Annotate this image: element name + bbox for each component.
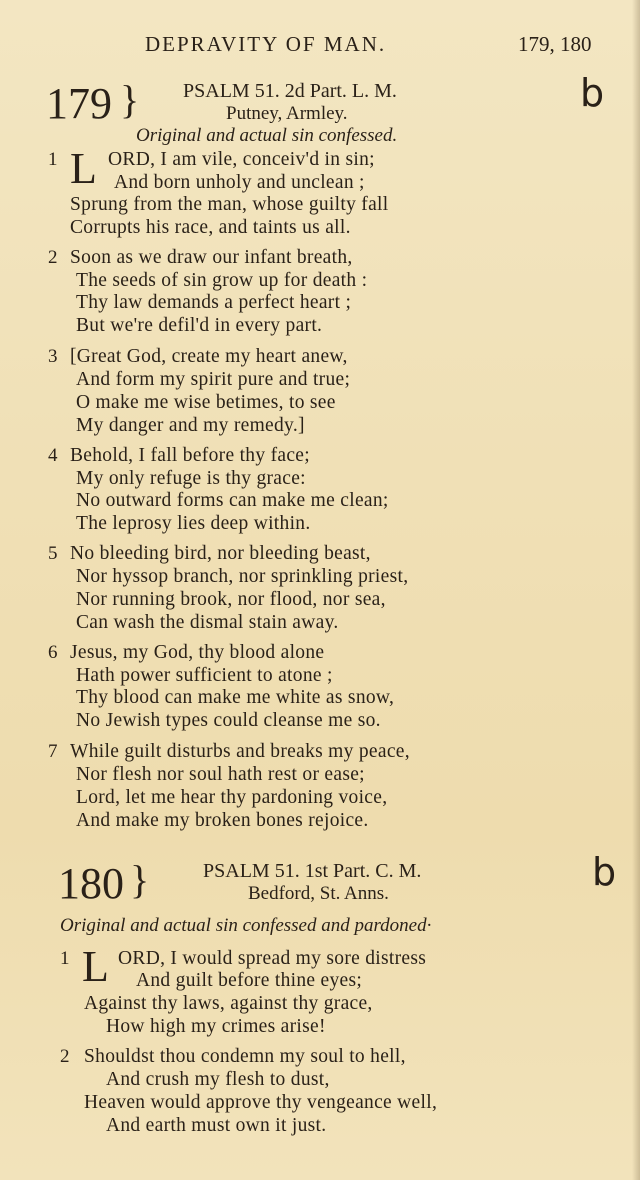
- running-header-title: DEPRAVITY OF MAN.: [145, 32, 387, 56]
- verse-line: Can wash the dismal stain away.: [76, 612, 339, 633]
- psalm-180-subtitle: Original and actual sin confessed and pardoned·: [60, 915, 432, 936]
- verse-line: ORD, I am vile, conceiv'd in sin;: [108, 149, 375, 170]
- verse-line: ORD, I would spread my sore distress: [118, 948, 427, 969]
- verse-line: My only refuge is thy grace:: [76, 468, 306, 489]
- verse-line: And form my spirit pure and true;: [76, 369, 351, 390]
- verse-line: Thy blood can make me white as snow,: [76, 687, 395, 708]
- psalm-179-subtitle: Original and actual sin confessed.: [136, 125, 398, 146]
- verse-number: 4: [48, 445, 58, 466]
- verse-line: No outward forms can make me clean;: [76, 490, 389, 511]
- verse-line: The leprosy lies deep within.: [76, 513, 311, 534]
- verse-line: My danger and my remedy.]: [76, 415, 305, 436]
- psalm-180-tune: Bedford, St. Anns.: [248, 883, 389, 904]
- verse-line: O make me wise betimes, to see: [76, 392, 336, 413]
- verse-line: Jesus, my God, thy blood alone: [70, 642, 325, 663]
- verse-number: 2: [48, 247, 58, 268]
- psalm-179-title: PSALM 51. 2d Part. L. M.: [183, 80, 397, 102]
- verse-line: [Great God, create my heart anew,: [70, 346, 348, 367]
- verse-line: Lord, let me hear thy pardoning voice,: [76, 787, 388, 808]
- verse-line: No Jewish types could cleanse me so.: [76, 710, 381, 731]
- verse-line: No bleeding bird, nor bleeding beast,: [70, 543, 371, 564]
- verse-line: Nor flesh nor soul hath rest or ease;: [76, 764, 365, 785]
- verse-line: And guilt before thine eyes;: [136, 970, 363, 991]
- verse-line: And crush my flesh to dust,: [106, 1069, 330, 1090]
- verse-number: 1: [48, 149, 58, 170]
- verse-line: Heaven would approve thy vengeance well,: [84, 1092, 438, 1113]
- verse-line: Nor hyssop branch, nor sprinkling priest,: [76, 566, 409, 587]
- verse-line: Shouldst thou condemn my soul to hell,: [84, 1046, 406, 1067]
- verse-line: And make my broken bones rejoice.: [76, 810, 369, 831]
- verse-line: While guilt disturbs and breaks my peace,: [70, 741, 410, 762]
- hymn-number-179: 179: [46, 79, 112, 128]
- verse-line: The seeds of sin grow up for death :: [76, 270, 368, 291]
- drop-cap: L: [70, 144, 97, 193]
- verse-line: And earth must own it just.: [106, 1115, 327, 1136]
- psalm-180-title: PSALM 51. 1st Part. C. M.: [203, 860, 422, 882]
- verse-number: 3: [48, 346, 58, 367]
- verse-number: 5: [48, 543, 58, 564]
- verse-line: Thy law demands a perfect heart ;: [76, 292, 352, 313]
- verse-line: Against thy laws, against thy grace,: [84, 993, 373, 1014]
- psalm-179-tune: Putney, Armley.: [226, 103, 348, 124]
- verse-number: 2: [60, 1046, 70, 1067]
- verse-line: How high my crimes arise!: [106, 1016, 326, 1037]
- page-numbers: 179, 180: [518, 32, 592, 56]
- verse-line: Sprung from the man, whose guilty fall: [70, 194, 389, 215]
- verse-line: Hath power sufficient to atone ;: [76, 665, 333, 686]
- verse-number: 7: [48, 741, 58, 762]
- psalm-180-key: b: [592, 850, 617, 894]
- verse-line: Behold, I fall before thy face;: [70, 445, 310, 466]
- psalm-179-key: b: [580, 71, 605, 115]
- page-edge-shadow: [632, 0, 640, 1180]
- verse-line: Nor running brook, nor flood, nor sea,: [76, 589, 386, 610]
- verse-line: Soon as we draw our infant breath,: [70, 247, 353, 268]
- drop-cap: L: [82, 942, 109, 991]
- brace: }: [130, 857, 150, 902]
- verse-number: 6: [48, 642, 58, 663]
- verse-number: 1: [60, 948, 70, 969]
- verse-line: Corrupts his race, and taints us all.: [70, 217, 351, 238]
- brace: }: [120, 77, 140, 122]
- hymn-number-180: 180: [58, 859, 124, 908]
- verse-line: But we're defil'd in every part.: [76, 315, 323, 336]
- verse-line: And born unholy and unclean ;: [114, 172, 365, 193]
